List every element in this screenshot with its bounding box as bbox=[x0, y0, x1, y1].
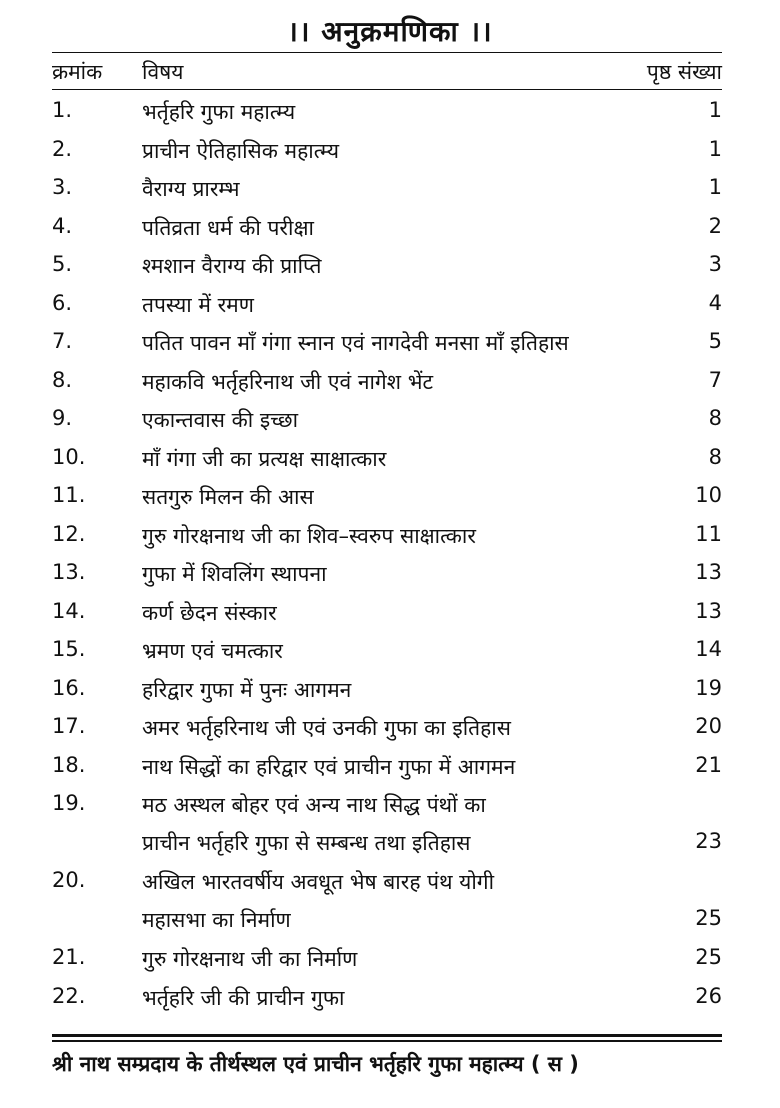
entry-page-number: 21 bbox=[695, 752, 722, 777]
entry-subject: महाकवि भर्तृहरिनाथ जी एवं नागेश भेंट bbox=[142, 369, 434, 394]
entry-page-number: 13 bbox=[695, 598, 722, 623]
entry-subject-continued: महासभा का निर्माण bbox=[142, 908, 291, 932]
entry-subject: प्राचीन ऐतिहासिक महात्म्य bbox=[142, 138, 340, 163]
entry-number: 3. bbox=[52, 175, 73, 199]
entry-subject: कर्ण छेदन संस्कार bbox=[142, 600, 277, 625]
entry-number: 12. bbox=[52, 521, 86, 546]
page-title: ।। अनुक्रमणिका ।। bbox=[287, 15, 493, 48]
entry-number: 14. bbox=[52, 598, 86, 623]
entry-page-number: 4 bbox=[708, 290, 722, 315]
entry-page-number: 1 bbox=[708, 136, 722, 161]
entry-page-number: 8 bbox=[708, 444, 722, 469]
entry-page-number: 3 bbox=[708, 252, 722, 276]
entry-subject: सतगुरु मिलन की आस bbox=[142, 485, 314, 509]
entry-page-number: 1 bbox=[708, 175, 722, 199]
entry-number: 19. bbox=[52, 791, 86, 815]
entry-page-number: 11 bbox=[695, 521, 722, 546]
entry-page-number: 2 bbox=[708, 213, 722, 238]
entry-number: 8. bbox=[52, 367, 73, 392]
entry-subject: भर्तृहरि जी की प्राचीन गुफा bbox=[142, 985, 345, 1010]
entry-page-number: 20 bbox=[695, 714, 722, 738]
entry-number: 16. bbox=[52, 675, 86, 700]
entry-page-number: 8 bbox=[708, 406, 722, 430]
entry-number: 15. bbox=[52, 637, 86, 661]
entry-number: 5. bbox=[52, 252, 73, 276]
entry-page-number: 13 bbox=[695, 560, 722, 584]
entry-number: 9. bbox=[52, 406, 73, 430]
entry-subject: पतित पावन माँ गंगा स्नान एवं नागदेवी मनसा माँ इतिहास bbox=[142, 331, 569, 355]
entry-number: 7. bbox=[52, 329, 73, 353]
entry-number: 11. bbox=[52, 483, 86, 507]
entry-number: 1. bbox=[52, 98, 73, 122]
entry-subject: गुरु गोरक्षनाथ जी का निर्माण bbox=[142, 947, 358, 971]
entry-number: 21. bbox=[52, 945, 86, 969]
running-footer: श्री नाथ सम्प्रदाय के तीर्थस्थल एवं प्राचीन भर्तृहरि गुफा महात्म्य ( स ) bbox=[52, 1052, 579, 1076]
entry-number: 17. bbox=[52, 714, 86, 738]
entry-page-number: 7 bbox=[708, 367, 722, 392]
entry-subject: एकान्तवास की इच्छा bbox=[142, 408, 299, 432]
entry-number: 13. bbox=[52, 560, 86, 584]
entry-subject: माँ गंगा जी का प्रत्यक्ष साक्षात्कार bbox=[142, 446, 387, 471]
entry-subject: भर्तृहरि गुफा महात्म्य bbox=[142, 100, 296, 124]
entry-subject: गुफा में शिवलिंग स्थापना bbox=[142, 562, 327, 586]
entry-page-number: 23 bbox=[695, 829, 722, 853]
entry-subject: भ्रमण एवं चमत्कार bbox=[142, 639, 283, 663]
entry-page-number: 1 bbox=[708, 98, 722, 122]
entry-subject: अखिल भारतवर्षीय अवधूत भेष बारह पंथ योगी bbox=[142, 870, 495, 894]
entry-subject: अमर भर्तृहरिनाथ जी एवं उनकी गुफा का इतिहास bbox=[142, 716, 511, 740]
entry-number: 20. bbox=[52, 868, 86, 892]
header-subject: विषय bbox=[142, 60, 184, 84]
entry-page-number: 25 bbox=[695, 906, 722, 930]
entry-number: 2. bbox=[52, 136, 73, 161]
entry-page-number: 19 bbox=[695, 675, 722, 700]
entry-number: 18. bbox=[52, 752, 86, 777]
header-page: पृष्ठ संख्या bbox=[646, 60, 722, 84]
table-header bbox=[52, 52, 722, 90]
footer-rule-thin bbox=[52, 1040, 722, 1042]
entry-page-number: 26 bbox=[695, 983, 722, 1008]
entry-subject: वैराग्य प्रारम्भ bbox=[142, 177, 240, 201]
entry-number: 6. bbox=[52, 290, 73, 315]
entry-page-number: 5 bbox=[708, 329, 722, 353]
entry-subject: श्मशान वैराग्य की प्राप्ति bbox=[142, 254, 322, 278]
entry-subject: मठ अस्थल बोहर एवं अन्य नाथ सिद्ध पंथों का bbox=[142, 793, 486, 817]
footer-rule-thick bbox=[52, 1034, 722, 1037]
entry-page-number: 14 bbox=[695, 637, 722, 661]
entry-number: 4. bbox=[52, 213, 73, 238]
header-number: क्रमांक bbox=[52, 60, 103, 84]
entry-subject: हरिद्वार गुफा में पुनः आगमन bbox=[142, 677, 352, 702]
entry-number: 10. bbox=[52, 444, 86, 469]
entry-number: 22. bbox=[52, 983, 86, 1008]
entry-subject: गुरु गोरक्षनाथ जी का शिव–स्वरुप साक्षात्कार bbox=[142, 523, 476, 548]
entry-page-number: 25 bbox=[695, 945, 722, 969]
entry-subject-continued: प्राचीन भर्तृहरि गुफा से सम्बन्ध तथा इतिहास bbox=[142, 831, 471, 855]
entry-subject: तपस्या में रमण bbox=[142, 292, 254, 317]
entry-subject: पतिव्रता धर्म की परीक्षा bbox=[142, 215, 314, 240]
entry-subject: नाथ सिद्धों का हरिद्वार एवं प्राचीन गुफा में आगमन bbox=[142, 754, 516, 779]
entry-page-number: 10 bbox=[695, 483, 722, 507]
